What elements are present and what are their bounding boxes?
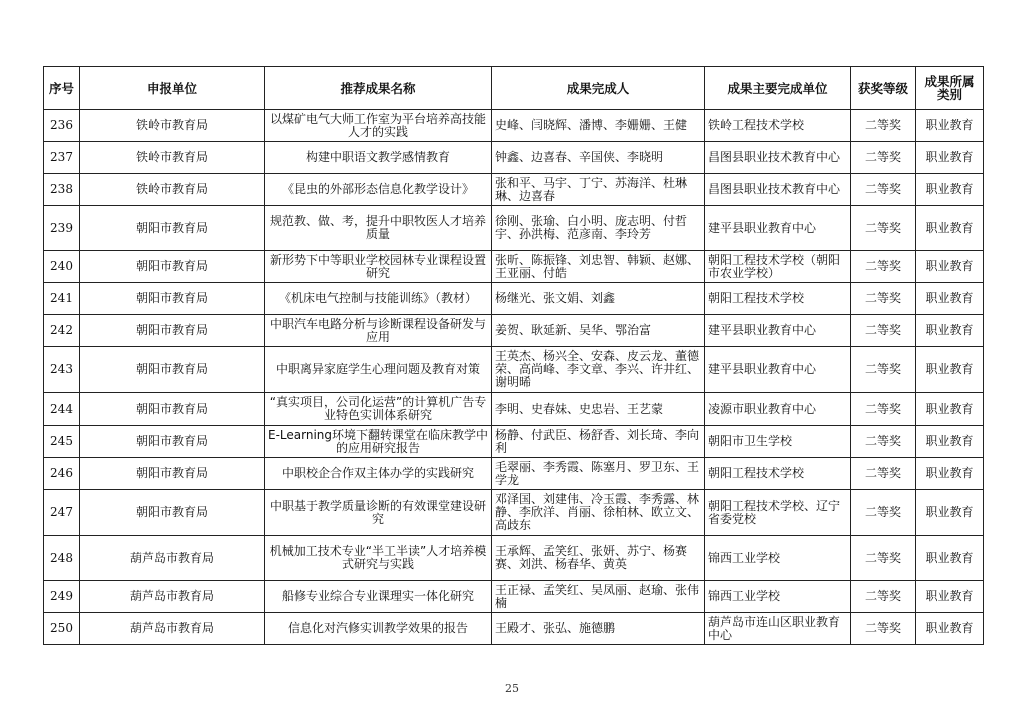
cell-name: 《机床电气控制与技能训练》（教材） [265,283,492,315]
cell-category: 职业教育 [916,613,984,645]
table-row [44,581,984,613]
cell-people: 张昕、陈振锋、刘忠智、韩颖、赵娜、王亚丽、付皓 [492,251,705,283]
cell-main-unit: 朝阳工程技术学校 [705,458,851,490]
cell-name: 《昆虫的外部形态信息化教学设计》 [265,174,492,206]
table-row [44,283,984,315]
cell-seq: 238 [44,174,80,206]
table-row [44,251,984,283]
cell-main-unit: 建平县职业教育中心 [705,347,851,393]
table-row [44,458,984,490]
awards-table [43,66,984,645]
cell-name: 信息化对汽修实训教学效果的报告 [265,613,492,645]
header-level: 获奖等级 [851,67,916,110]
cell-people: 杨继光、张文娟、刘鑫 [492,283,705,315]
cell-people: 王殿才、张弘、施德鹏 [492,613,705,645]
cell-category: 职业教育 [916,206,984,251]
cell-people: 王正禄、孟笑红、吴凤丽、赵瑜、张伟楠 [492,581,705,613]
cell-seq: 241 [44,283,80,315]
cell-unit: 朝阳市教育局 [80,458,265,490]
cell-unit: 朝阳市教育局 [80,283,265,315]
cell-level: 二等奖 [851,110,916,142]
cell-name: 中职基于教学质量诊断的有效课堂建设研究 [265,490,492,536]
header-name: 推荐成果名称 [265,67,492,110]
cell-main-unit: 凌源市职业教育中心 [705,393,851,426]
header-row [44,67,984,110]
cell-seq: 242 [44,315,80,347]
cell-seq: 236 [44,110,80,142]
cell-people: 李明、史春妹、史忠岩、王艺蒙 [492,393,705,426]
cell-people: 姜贺、耿延新、吴华、鄂治富 [492,315,705,347]
header-main-unit: 成果主要完成单位 [705,67,851,110]
cell-name: 新形势下中等职业学校园林专业课程设置研究 [265,251,492,283]
cell-main-unit: 建平县职业教育中心 [705,315,851,347]
cell-level: 二等奖 [851,393,916,426]
cell-seq: 250 [44,613,80,645]
table-row [44,426,984,458]
cell-level: 二等奖 [851,490,916,536]
cell-unit: 朝阳市教育局 [80,393,265,426]
cell-seq: 248 [44,536,80,581]
cell-people: 王英杰、杨兴全、安森、皮云龙、董德荣、高尚峰、李文章、李兴、许井红、谢明晞 [492,347,705,393]
cell-main-unit: 朝阳工程技术学校、辽宁省委党校 [705,490,851,536]
header-people: 成果完成人 [492,67,705,110]
cell-level: 二等奖 [851,174,916,206]
table-row [44,110,984,142]
cell-main-unit: 建平县职业教育中心 [705,206,851,251]
cell-seq: 237 [44,142,80,174]
cell-level: 二等奖 [851,251,916,283]
table-row [44,490,984,536]
table-row [44,536,984,581]
cell-level: 二等奖 [851,458,916,490]
cell-name: 以煤矿电气大师工作室为平台培养高技能人才的实践 [265,110,492,142]
cell-people: 杨静、付武臣、杨舒香、刘长琦、李向利 [492,426,705,458]
cell-name: 机械加工技术专业“半工半读”人才培养模式研究与实践 [265,536,492,581]
table-row [44,206,984,251]
cell-name: 中职汽车电路分析与诊断课程设备研发与应用 [265,315,492,347]
cell-level: 二等奖 [851,347,916,393]
cell-category: 职业教育 [916,283,984,315]
cell-main-unit: 昌图县职业技术教育中心 [705,174,851,206]
cell-name: 船修专业综合专业课理实一体化研究 [265,581,492,613]
cell-category: 职业教育 [916,490,984,536]
cell-name: 中职离异家庭学生心理问题及教育对策 [265,347,492,393]
cell-level: 二等奖 [851,206,916,251]
table-row [44,347,984,393]
table-row [44,174,984,206]
cell-seq: 243 [44,347,80,393]
cell-main-unit: 葫芦岛市连山区职业教育中心 [705,613,851,645]
cell-main-unit: 朝阳工程技术学校（朝阳市农业学校） [705,251,851,283]
header-category: 成果所属类别 [916,67,984,110]
cell-unit: 朝阳市教育局 [80,426,265,458]
cell-seq: 246 [44,458,80,490]
cell-level: 二等奖 [851,536,916,581]
cell-name: 中职校企合作双主体办学的实践研究 [265,458,492,490]
cell-unit: 朝阳市教育局 [80,206,265,251]
cell-seq: 245 [44,426,80,458]
cell-category: 职业教育 [916,251,984,283]
cell-people: 钟鑫、边喜春、辛国侠、李晓明 [492,142,705,174]
cell-name: 规范教、做、考，提升中职牧医人才培养质量 [265,206,492,251]
cell-name: “真实项目，公司化运营”的计算机广告专业特色实训体系研究 [265,393,492,426]
cell-people: 张和平、马宇、丁宁、苏海洋、杜琳琳、边喜春 [492,174,705,206]
cell-people: 徐刚、张瑜、白小明、庞志明、付哲宇、孙洪梅、范彦南、李玲芳 [492,206,705,251]
cell-category: 职业教育 [916,142,984,174]
cell-level: 二等奖 [851,315,916,347]
cell-unit: 朝阳市教育局 [80,315,265,347]
cell-unit: 铁岭市教育局 [80,110,265,142]
table-row [44,315,984,347]
cell-level: 二等奖 [851,426,916,458]
header-unit: 申报单位 [80,67,265,110]
cell-seq: 239 [44,206,80,251]
cell-category: 职业教育 [916,581,984,613]
cell-main-unit: 朝阳工程技术学校 [705,283,851,315]
cell-category: 职业教育 [916,347,984,393]
cell-main-unit: 昌图县职业技术教育中心 [705,142,851,174]
cell-category: 职业教育 [916,315,984,347]
table-row [44,613,984,645]
cell-unit: 朝阳市教育局 [80,251,265,283]
cell-unit: 葫芦岛市教育局 [80,536,265,581]
cell-name: E-Learning环境下翻转课堂在临床教学中的应用研究报告 [265,426,492,458]
cell-name: 构建中职语文教学感情教育 [265,142,492,174]
cell-level: 二等奖 [851,142,916,174]
cell-main-unit: 铁岭工程技术学校 [705,110,851,142]
cell-category: 职业教育 [916,393,984,426]
cell-people: 邓泽国、刘建伟、冷玉霞、李秀露、林静、李欣洋、肖丽、徐柏林、欧立文、高歧东 [492,490,705,536]
cell-seq: 244 [44,393,80,426]
cell-people: 史峰、闫晓辉、潘博、李姗姗、王健 [492,110,705,142]
cell-seq: 240 [44,251,80,283]
cell-unit: 葫芦岛市教育局 [80,581,265,613]
cell-people: 王承辉、孟笑红、张妍、苏宁、杨赛赛、刘洪、杨春华、黄英 [492,536,705,581]
cell-category: 职业教育 [916,536,984,581]
cell-seq: 247 [44,490,80,536]
cell-category: 职业教育 [916,426,984,458]
cell-unit: 朝阳市教育局 [80,347,265,393]
cell-level: 二等奖 [851,613,916,645]
table-row [44,142,984,174]
cell-category: 职业教育 [916,174,984,206]
cell-main-unit: 锦西工业学校 [705,536,851,581]
cell-level: 二等奖 [851,283,916,315]
page-number: 25 [505,682,519,695]
cell-unit: 铁岭市教育局 [80,174,265,206]
cell-unit: 葫芦岛市教育局 [80,613,265,645]
cell-people: 毛翠丽、李秀霞、陈塞月、罗卫东、王学龙 [492,458,705,490]
cell-seq: 249 [44,581,80,613]
cell-main-unit: 锦西工业学校 [705,581,851,613]
table-row [44,393,984,426]
cell-category: 职业教育 [916,110,984,142]
cell-main-unit: 朝阳市卫生学校 [705,426,851,458]
header-seq: 序号 [44,67,80,110]
cell-unit: 朝阳市教育局 [80,490,265,536]
cell-unit: 铁岭市教育局 [80,142,265,174]
cell-level: 二等奖 [851,581,916,613]
cell-category: 职业教育 [916,458,984,490]
